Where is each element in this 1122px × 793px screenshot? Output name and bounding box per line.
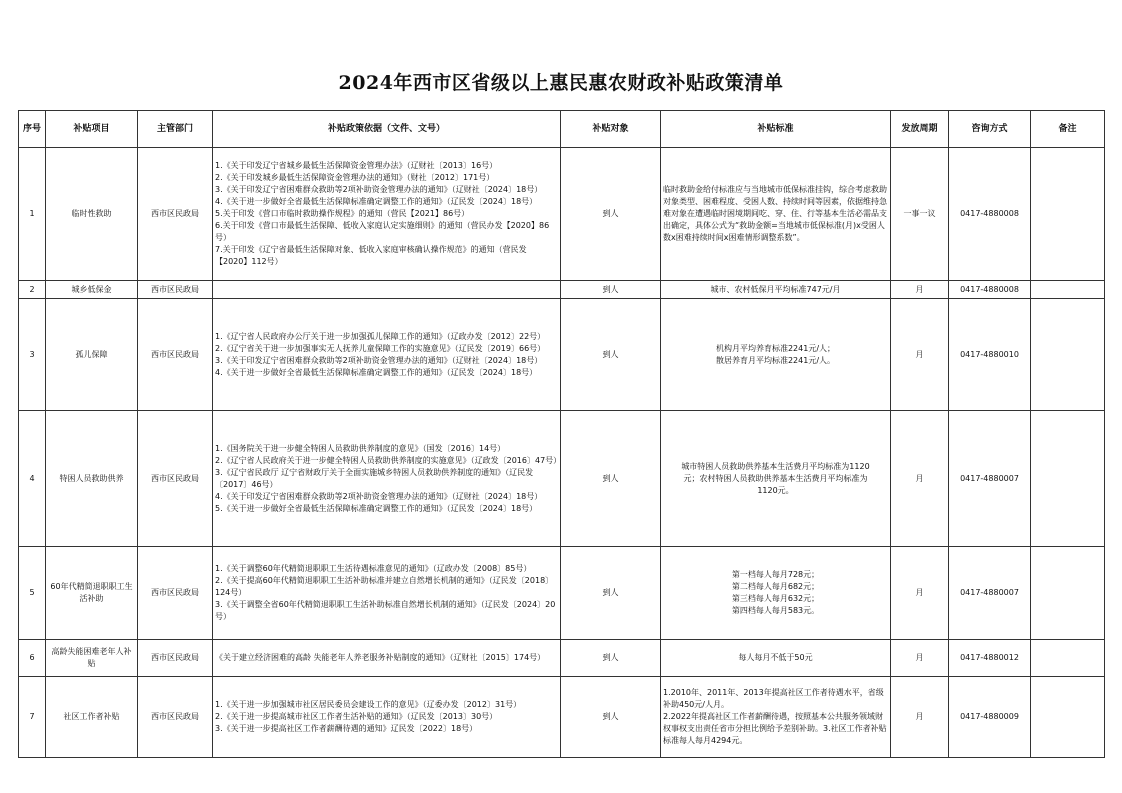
row-contact: 0417-4880008	[949, 281, 1031, 299]
standard-line: 散居养育月平均标准2241元/人。	[715, 355, 836, 365]
table-row	[19, 148, 1105, 281]
basis-line: 4.《关于印发辽宁省困难群众救助等2项补助资金管理办法的通知》（辽财社〔2024〕18号）	[215, 491, 543, 501]
row-dept: 西市区民政局	[138, 148, 213, 281]
header-no: 序号	[19, 111, 46, 148]
basis-line: 1.《国务院关于进一步健全特困人员救助供养制度的意见》（国发〔2016〕14号）	[215, 443, 506, 453]
basis-line: 1.《关于调整60年代精简退职职工生活待遇标准意见的通知》（辽政办发〔2008〕85号）	[215, 564, 532, 573]
row-cycle: 月	[891, 299, 949, 411]
basis-line: 4.《关于进一步做好全省最低生活保障标准确定调整工作的通知》（辽民发〔2024〕18号）	[215, 367, 538, 377]
row-dept: 西市区民政局	[138, 411, 213, 547]
row-cycle: 月	[891, 640, 949, 677]
header-dept: 主管部门	[138, 111, 213, 148]
row-no: 3	[19, 299, 46, 411]
row-no: 2	[19, 281, 46, 299]
row-remark	[1031, 281, 1105, 299]
row-basis	[213, 299, 561, 411]
basis-line: 3.《关于印发辽宁省困难群众救助等2项补助资金管理办法的通知》（辽财社〔2024〕18号）	[215, 355, 543, 365]
row-basis	[213, 640, 561, 677]
row-no: 4	[19, 411, 46, 547]
row-no: 7	[19, 677, 46, 758]
row-basis	[213, 547, 561, 640]
row-target: 到人	[561, 677, 661, 758]
row-cycle: 一事一议	[891, 148, 949, 281]
basis-line: 1.《关于印发辽宁省城乡最低生活保障资金管理办法》（辽财社〔2013〕16号）	[215, 161, 498, 170]
row-cycle: 月	[891, 411, 949, 547]
row-basis	[213, 411, 561, 547]
row-contact: 0417-4880007	[949, 547, 1031, 640]
basis-line: 3.《关于调整全省60年代精简退职职工生活补助标准自然增长机制的通知》（辽民发〔2024〕20号）	[215, 600, 556, 621]
row-dept: 西市区民政局	[138, 640, 213, 677]
row-item: 60年代精简退职职工生活补助	[46, 547, 138, 640]
row-no: 1	[19, 148, 46, 281]
row-remark	[1031, 640, 1105, 677]
row-contact: 0417-4880009	[949, 677, 1031, 758]
table-row	[19, 299, 1105, 411]
table-row	[19, 677, 1105, 758]
basis-line: 3.《关于印发辽宁省困难群众救助等2项补助资金管理办法的通知》（辽财社〔2024〕18号）	[215, 185, 543, 194]
row-cycle: 月	[891, 281, 949, 299]
row-standard	[661, 640, 891, 677]
row-item: 社区工作者补贴	[46, 677, 138, 758]
row-basis	[213, 281, 561, 299]
basis-line: 4.《关于进一步做好全省最低生活保障标准确定调整工作的通知》（辽民发〔2024〕18号）	[215, 197, 538, 206]
table-row	[19, 640, 1105, 677]
basis-line: 2.《关于印发城乡最低生活保障资金管理办法的通知》（财社〔2012〕171号）	[215, 173, 495, 182]
standard-line: 城市、农村低保月平均标准747元/月	[710, 284, 841, 294]
table-row	[19, 281, 1105, 299]
row-remark	[1031, 677, 1105, 758]
row-remark	[1031, 547, 1105, 640]
standard-line: 第二档每人每月682元；	[731, 582, 820, 591]
table-row	[19, 411, 1105, 547]
basis-line: 3.《关于进一步提高社区工作者薪酬待遇的通知》辽民发〔2022〕18号）	[215, 724, 478, 733]
standard-line: 第三档每人每月632元；	[731, 594, 820, 603]
row-target: 到人	[561, 547, 661, 640]
basis-line: 2.《关于进一步提高城市社区工作者生活补贴的通知》（辽民发〔2013〕30号）	[215, 712, 498, 721]
header-standard: 补贴标准	[661, 111, 891, 148]
standard-line: 2.2022年提高社区工作者薪酬待遇，按照基本公共服务领域财权事权支出责任省市分担比例给予差别补助。3.社区工作者补贴标准每人每月4294元。	[663, 712, 887, 745]
standard-line: 第四档每人每月583元。	[731, 606, 820, 615]
row-dept: 西市区民政局	[138, 299, 213, 411]
basis-line: 2.《辽宁省人民政府关于进一步健全特困人员救助供养制度的实施意见》（辽政发〔2016〕47号）	[215, 455, 562, 465]
row-dept: 西市区民政局	[138, 547, 213, 640]
row-no: 6	[19, 640, 46, 677]
basis-line: 5.关于印发《营口市临时救助操作规程》的通知（营民【2021】86号）	[215, 209, 470, 218]
basis-line: 3.《辽宁省民政厅 辽宁省财政厅关于全面实施城乡特困人员救助供养制度的通知》（辽民发〔2017〕46号）	[215, 467, 534, 489]
standard-line: 第一档每人每月728元；	[731, 570, 820, 579]
standard-line: 临时救助金给付标准应与当地城市低保标准挂钩，综合考虑救助对象类型、困难程度、受困人数、持续时间等因素，依据维持急难对象在遭遇临时困境期间吃、穿、住、行等基本生活必需品支出确定，具体公式为“救助金额=当地城市低保标准(月)x受困人数x困难持续时间x困难情形调整系数”。	[663, 185, 887, 242]
basis-line: 2.《辽宁省关于进一步加强事实无人抚养儿童保障工作的实施意见》（辽民发〔2019〕66号）	[215, 343, 546, 353]
row-basis	[213, 148, 561, 281]
row-dept: 西市区民政局	[138, 677, 213, 758]
row-standard	[661, 547, 891, 640]
basis-line: 7.关于印发《辽宁省最低生活保障对象、低收入家庭审核确认操作规范》的通知（营民发【2020】112号）	[215, 245, 527, 266]
row-target: 到人	[561, 640, 661, 677]
row-standard	[661, 299, 891, 411]
row-basis	[213, 677, 561, 758]
row-target: 到人	[561, 281, 661, 299]
row-standard	[661, 148, 891, 281]
header-row	[19, 111, 1105, 148]
row-item: 城乡低保金	[46, 281, 138, 299]
header-target: 补贴对象	[561, 111, 661, 148]
row-target: 到人	[561, 299, 661, 411]
row-item: 高龄失能困难老年人补贴	[46, 640, 138, 677]
header-basis: 补贴政策依据（文件、文号）	[213, 111, 561, 148]
row-cycle: 月	[891, 677, 949, 758]
row-remark	[1031, 299, 1105, 411]
basis-line: 6.关于印发《营口市最低生活保障、低收入家庭认定实施细则》的通知（营民办发【2020】86号）	[215, 221, 550, 242]
basis-line: 2.《关于提高60年代精简退职职工生活补助标准并建立自然增长机制的通知》（辽民发〔2018〕124号）	[215, 576, 554, 597]
basis-line: 1.《关于进一步加强城市社区居民委员会建设工作的意见》（辽委办发〔2012〕31号）	[215, 700, 522, 709]
standard-line: 机构月平均养育标准2241元/人；	[715, 343, 836, 353]
row-cycle: 月	[891, 547, 949, 640]
standard-line: 城市特困人员救助供养基本生活费月平均标准为1120元；农村特困人员救助供养基本生活费月平均标准为1120元。	[681, 461, 870, 495]
row-dept: 西市区民政局	[138, 281, 213, 299]
row-contact: 0417-4880012	[949, 640, 1031, 677]
basis-line: 1.《辽宁省人民政府办公厅关于进一步加强孤儿保障工作的通知》（辽政办发〔2012〕22号）	[215, 331, 546, 341]
row-contact: 0417-4880007	[949, 411, 1031, 547]
header-remark: 备注	[1031, 111, 1105, 148]
row-standard	[661, 281, 891, 299]
row-target: 到人	[561, 411, 661, 547]
header-contact: 咨询方式	[949, 111, 1031, 148]
row-target: 到人	[561, 148, 661, 281]
row-item: 特困人员救助供养	[46, 411, 138, 547]
header-cycle: 发放周期	[891, 111, 949, 148]
row-no: 5	[19, 547, 46, 640]
row-remark	[1031, 148, 1105, 281]
standard-line: 1.2010年、2011年、2013年提高社区工作者待遇水平，省级补助450元/人月。	[663, 688, 884, 709]
table-row	[19, 547, 1105, 640]
row-item: 临时性救助	[46, 148, 138, 281]
row-contact: 0417-4880010	[949, 299, 1031, 411]
basis-line: 《关于建立经济困难的高龄 失能老年人养老服务补贴制度的通知》（辽财社〔2015〕174号）	[215, 653, 546, 662]
basis-line: 5.《关于进一步做好全省最低生活保障标准确定调整工作的通知》（辽民发〔2024〕18号）	[215, 503, 538, 513]
row-standard	[661, 677, 891, 758]
row-standard	[661, 411, 891, 547]
policy-table	[18, 110, 1105, 758]
page-title: 2024年西市区省级以上惠民惠农财政补贴政策清单	[338, 72, 784, 94]
row-item: 孤儿保障	[46, 299, 138, 411]
row-contact: 0417-4880008	[949, 148, 1031, 281]
standard-line: 每人每月不低于50元	[738, 653, 813, 662]
row-remark	[1031, 411, 1105, 547]
header-item: 补贴项目	[46, 111, 138, 148]
